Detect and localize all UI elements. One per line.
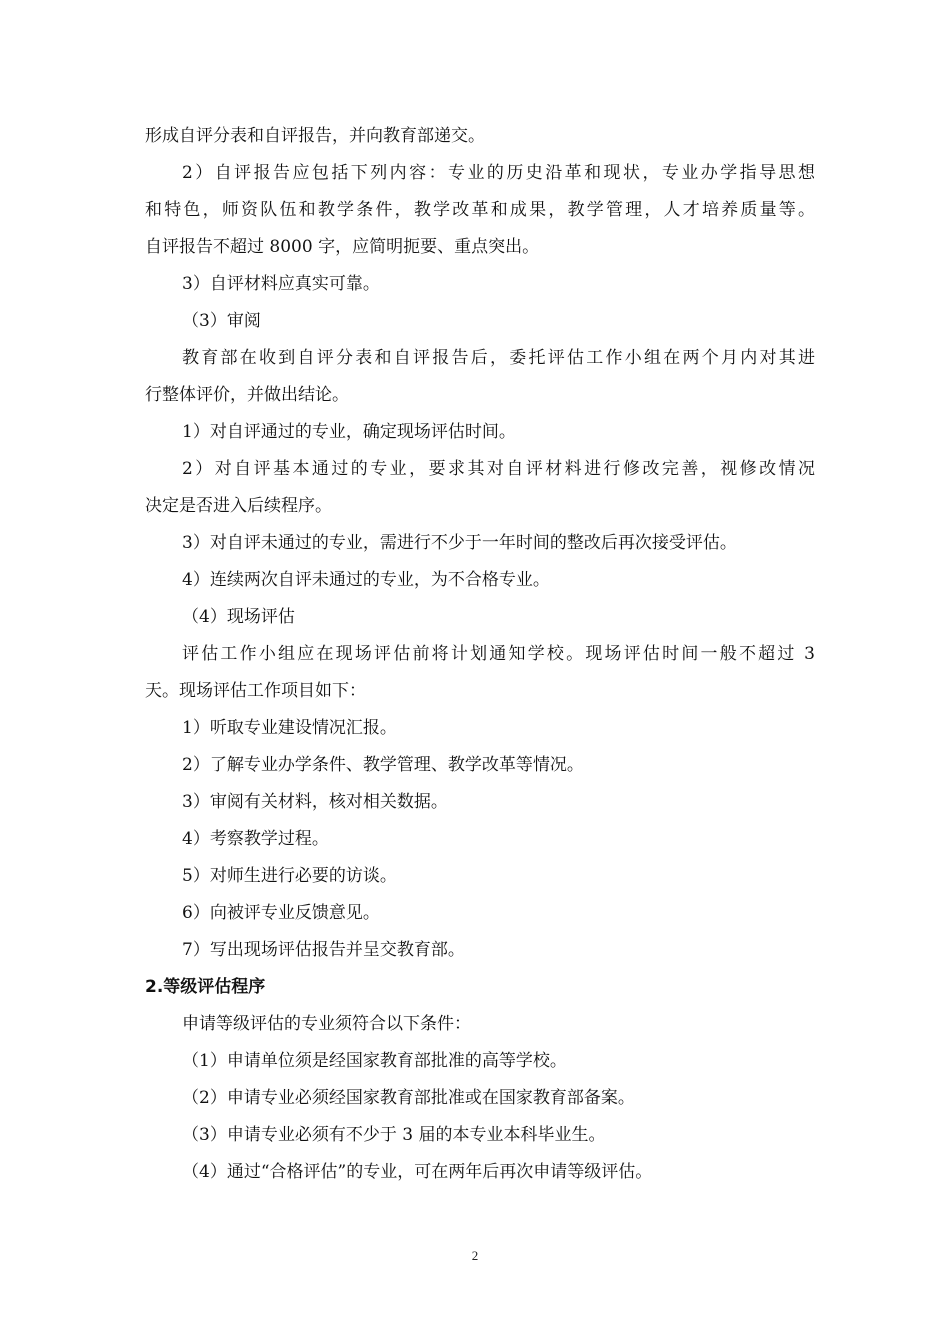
text-line: （1）申请单位须是经国家教育部批准的高等学校。 (182, 1051, 567, 1071)
text-line: （4）现场评估 (182, 607, 295, 627)
text-line: 2）了解专业办学条件、教学管理、教学改革等情况。 (182, 755, 584, 775)
text-line: 4）考察教学过程。 (182, 829, 329, 849)
text-line: 6）向被评专业反馈意见。 (182, 903, 380, 923)
text-line: 形成自评分表和自评报告，并向教育部递交。 (145, 126, 485, 146)
text-line: 4）连续两次自评未通过的专业，为不合格专业。 (182, 570, 550, 590)
text-line: 1）对自评通过的专业，确定现场评估时间。 (182, 422, 516, 442)
text-line: 2）自评报告应包括下列内容：专业的历史沿革和现状，专业办学指导思想 (182, 163, 815, 183)
text-line: （3）申请专业必须有不少于 3 届的本专业本科毕业生。 (182, 1125, 606, 1145)
text-line: 3）审阅有关材料，核对相关数据。 (182, 792, 448, 812)
text-line: 3）对自评未通过的专业，需进行不少于一年时间的整改后再次接受评估。 (182, 533, 737, 553)
text-line: 3）自评材料应真实可靠。 (182, 274, 380, 294)
paragraph-group-self-evaluation (145, 118, 815, 969)
text-line: （4）通过“合格评估”的专业，可在两年后再次申请等级评估。 (182, 1162, 653, 1182)
text-line: 2）对自评基本通过的专业，要求其对自评材料进行修改完善，视修改情况 (182, 459, 815, 479)
text-line: 1）听取专业建设情况汇报。 (182, 718, 397, 738)
text-line: 评估工作小组应在现场评估前将计划通知学校。现场评估时间一般不超过 3 (182, 644, 815, 664)
section-heading-grade-evaluation: 2.等级评估程序 (145, 977, 266, 997)
text-line: 申请等级评估的专业须符合以下条件： (182, 1014, 471, 1034)
text-line: 和特色，师资队伍和教学条件，教学改革和成果，教学管理，人才培养质量等。 (145, 200, 815, 220)
text-line: 教育部在收到自评分表和自评报告后，委托评估工作小组在两个月内对其进 (182, 348, 815, 368)
text-line: （3）审阅 (182, 311, 261, 331)
text-line: 天。现场评估工作项目如下： (145, 681, 366, 701)
text-line: 5）对师生进行必要的访谈。 (182, 866, 397, 886)
document-body (145, 118, 815, 1191)
paragraph-group-grade-evaluation (145, 1006, 815, 1191)
text-line: 自评报告不超过 8000 字，应简明扼要、重点突出。 (145, 237, 540, 257)
page-number: 2 (471, 1248, 479, 1263)
text-line: 决定是否进入后续程序。 (145, 496, 332, 516)
text-line: 7）写出现场评估报告并呈交教育部。 (182, 940, 465, 960)
text-line: 行整体评价，并做出结论。 (145, 385, 349, 405)
text-line: （2）申请专业必须经国家教育部批准或在国家教育部备案。 (182, 1088, 635, 1108)
